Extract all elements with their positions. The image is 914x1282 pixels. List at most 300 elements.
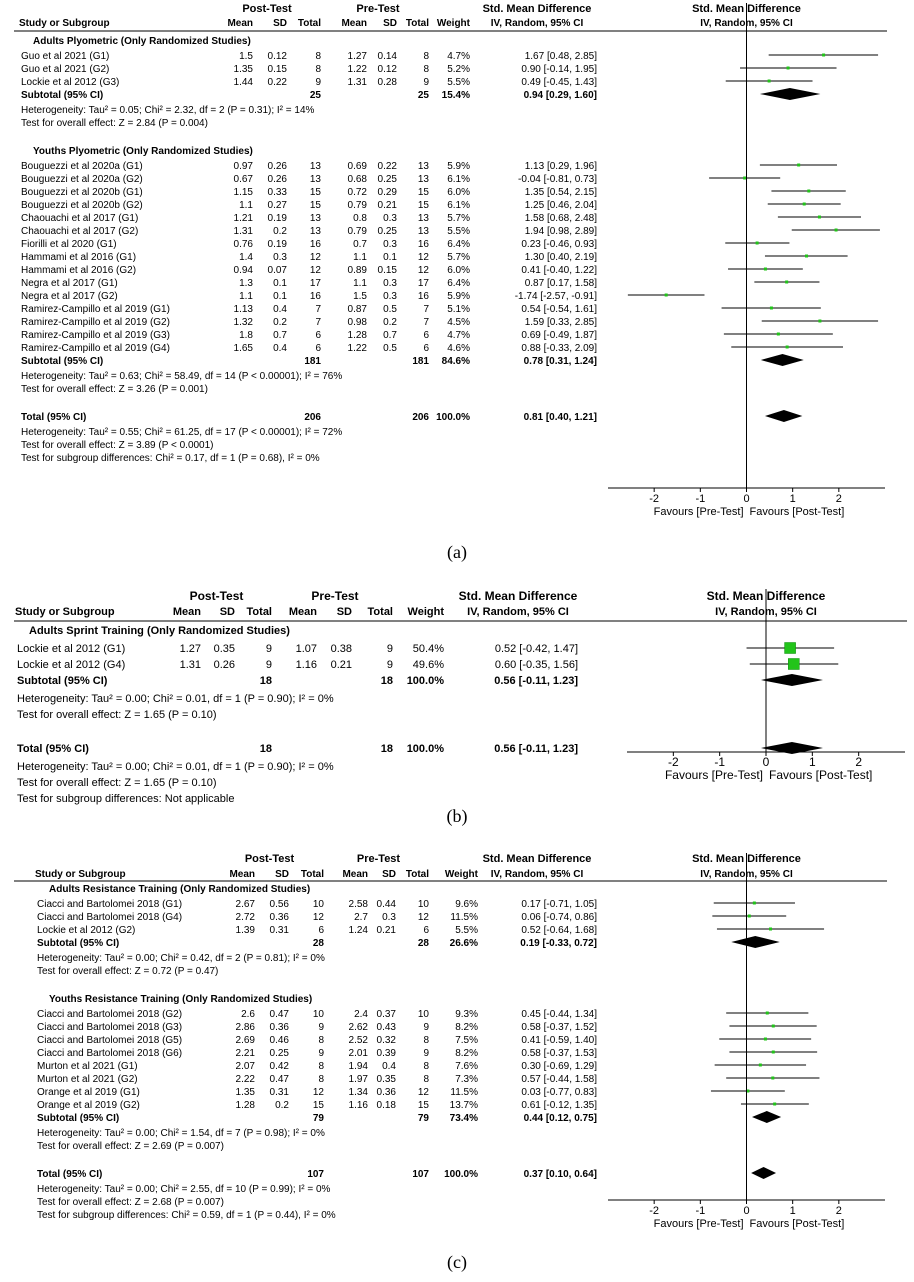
study-ci: 0.06 [-0.74, 0.86] [521,912,597,923]
subgroup-title: Youths Resistance Training (Only Randomized Studies) [49,994,313,1005]
pre-sd: 0.4 [382,1061,396,1072]
post-mean: 2.69 [235,1035,255,1046]
post-mean: 1.8 [239,330,253,341]
post-sd: 0.2 [273,226,287,237]
pre-sd: 0.37 [376,1009,396,1020]
total-ci: 0.37 [0.10, 0.64] [523,1169,597,1180]
subtotal-ci: 0.19 [-0.33, 0.72] [520,938,597,949]
study-weight: 11.5% [450,912,478,923]
subtotal-post-total: 28 [312,938,324,949]
pre-mean: 2.52 [348,1035,368,1046]
header-ctrl-group: Pre-Test [311,589,359,603]
header-plot-title: Std. Mean Difference [706,589,826,603]
study-ci: 0.54 [-0.54, 1.61] [521,304,597,315]
study-ci: 0.57 [-0.44, 1.58] [521,1074,597,1085]
post-mean: 1.65 [233,343,253,354]
pre-sd: 0.3 [383,278,397,289]
subtotal-label: Subtotal (95% CI) [21,356,104,367]
header-col-sd: SD [382,869,396,880]
header-effect-title: Std. Mean Difference [482,3,592,15]
total-diamond [765,410,802,422]
header-col-sd: SD [336,606,352,618]
header-col-mean: Mean [172,606,201,618]
header-col-total: Total [297,18,321,29]
study-weight: 4.7% [447,51,470,62]
post-total: 12 [312,912,324,923]
post-sd: 0.36 [269,1022,289,1033]
post-sd: 0.2 [273,317,287,328]
header-col-sd: SD [219,606,235,618]
x-tick-label: -1 [695,493,706,505]
study-weight: 5.2% [447,64,470,75]
post-mean: 0.94 [233,265,253,276]
pre-sd: 0.32 [376,1035,396,1046]
pre-mean: 1.22 [347,64,367,75]
post-mean: 1.28 [235,1100,255,1111]
study-marker [818,320,821,323]
panel-label-a: (a) [447,542,467,562]
study-marker [771,1077,774,1080]
subgroup-title: Adults Sprint Training (Only Randomized Studies) [29,625,290,637]
study-weight: 6.1% [447,174,470,185]
study-marker [807,190,810,193]
subgroup-heterogeneity: Heterogeneity: Tau² = 0.00; Chi² = 0.42, df = 2 (P = 0.81); I² = 0% [37,953,325,964]
pre-total: 12 [417,252,429,263]
total-ci: 0.81 [0.40, 1.21] [523,412,597,423]
post-total: 8 [315,51,321,62]
pre-total: 9 [386,643,393,655]
footer-line: Heterogeneity: Tau² = 0.00; Chi² = 2.55, df = 10 (P = 0.99); I² = 0% [37,1184,331,1195]
pre-mean: 0.8 [353,213,367,224]
pre-total: 17 [417,278,429,289]
study-name: Ciacci and Bartolomei 2018 (G2) [37,1009,183,1020]
subgroup-heterogeneity: Heterogeneity: Tau² = 0.05; Chi² = 2.32, df = 2 (P = 0.31); I² = 14% [21,105,315,116]
study-weight: 5.1% [447,304,470,315]
pre-sd: 0.39 [376,1048,396,1059]
study-name: Ciacci and Bartolomei 2018 (G3) [37,1022,183,1033]
post-sd: 0.46 [269,1035,289,1046]
forest-plot-c-svg [0,850,914,1245]
pre-total: 8 [423,64,429,75]
subtotal-weight: 26.6% [449,938,478,949]
study-marker [788,659,799,670]
study-name: Orange et al 2019 (G2) [37,1100,140,1111]
pre-total: 9 [423,1048,429,1059]
study-name: Guo et al 2021 (G1) [21,51,110,62]
subgroup-overall-test: Test for overall effect: Z = 0.72 (P = 0.47) [37,966,219,977]
pre-total: 16 [417,291,429,302]
pre-sd: 0.36 [376,1087,396,1098]
subgroup-overall-test: Test for overall effect: Z = 1.65 (P = 0.10) [17,709,217,721]
pre-total: 12 [417,1087,429,1098]
subgroup-overall-test: Test for overall effect: Z = 3.26 (P = 0.001) [21,384,208,395]
post-sd: 0.3 [273,252,287,263]
post-sd: 0.35 [213,643,235,655]
subgroup-heterogeneity: Heterogeneity: Tau² = 0.00; Chi² = 1.54, df = 7 (P = 0.98); I² = 0% [37,1128,325,1139]
post-sd: 0.4 [273,304,287,315]
pre-total: 10 [417,1009,429,1020]
pre-sd: 0.5 [383,343,397,354]
pre-total: 13 [417,174,429,185]
post-total: 9 [318,1022,324,1033]
study-ci: 0.30 [-0.69, 1.29] [521,1061,597,1072]
subtotal-label: Subtotal (95% CI) [37,938,120,949]
post-total: 13 [309,213,321,224]
post-sd: 0.7 [273,330,287,341]
post-mean: 1.35 [235,1087,255,1098]
pre-mean: 1.16 [348,1100,368,1111]
study-ci: 0.23 [-0.46, 0.93] [521,239,597,250]
study-marker [756,242,759,245]
pre-mean: 0.69 [347,161,367,172]
pre-mean: 1.34 [348,1087,368,1098]
study-weight: 6.4% [447,239,470,250]
subtotal-ci: 0.56 [-0.11, 1.23] [494,675,578,687]
total-pre-total: 206 [412,412,429,423]
subgroup-heterogeneity: Heterogeneity: Tau² = 0.63; Chi² = 58.49, df = 14 (P < 0.00001); I² = 76% [21,371,343,382]
post-mean: 1.13 [233,304,253,315]
subtotal-ci: 0.44 [0.12, 0.75] [523,1113,597,1124]
study-ci: 0.90 [-0.14, 1.95] [521,64,597,75]
total-pre-total: 18 [380,743,393,755]
favours-left: Favours [Pre-Test] [653,506,744,518]
favours-right: Favours [Post-Test] [749,1218,845,1230]
study-ci: 0.41 [-0.59, 1.40] [521,1035,597,1046]
forest-plot-b-svg [0,585,914,805]
header-exp-group: Post-Test [244,853,295,865]
study-name: Fiorilli et al 2020 (G1) [21,239,117,250]
pre-sd: 0.44 [376,899,396,910]
study-weight: 5.5% [447,226,470,237]
header-col-total: Total [367,606,393,618]
study-weight: 7.6% [455,1061,478,1072]
header-col-mean: Mean [227,18,253,29]
total-ci: 0.56 [-0.11, 1.23] [494,743,578,755]
total-pre-total: 107 [412,1169,429,1180]
header-col-study: Study or Subgroup [19,18,110,29]
pre-sd: 0.21 [376,925,396,936]
pre-total: 15 [417,1100,429,1111]
post-total: 8 [318,1035,324,1046]
post-sd: 0.15 [267,64,287,75]
pre-mean: 0.89 [347,265,367,276]
study-marker [773,1103,776,1106]
pre-total: 7 [423,317,429,328]
study-marker [786,346,789,349]
subtotal-pre-total: 79 [417,1113,429,1124]
pre-total: 15 [417,187,429,198]
study-ci: 1.25 [0.46, 2.04] [524,200,597,211]
post-mean: 0.97 [233,161,253,172]
post-sd: 0.26 [267,174,287,185]
subtotal-diamond [761,674,823,686]
header-col-total: Total [405,869,429,880]
pre-sd: 0.22 [377,161,397,172]
study-name: Ramirez-Campillo et al 2019 (G1) [21,304,170,315]
study-weight: 5.9% [447,161,470,172]
study-weight: 9.3% [455,1009,478,1020]
study-marker [768,80,771,83]
pre-mean: 2.62 [348,1022,368,1033]
study-weight: 7.3% [455,1074,478,1085]
study-weight: 4.6% [447,343,470,354]
study-name: Bouguezzi et al 2020a (G1) [21,161,143,172]
study-weight: 49.6% [412,659,444,671]
subtotal-pre-total: 18 [380,675,393,687]
pre-mean: 0.68 [347,174,367,185]
study-marker [764,268,767,271]
subgroup-title: Youths Plyometric (Only Randomized Studies) [33,146,253,157]
pre-sd: 0.5 [383,304,397,315]
pre-sd: 0.29 [377,187,397,198]
footer-line: Heterogeneity: Tau² = 0.00; Chi² = 0.01, df = 1 (P = 0.90); I² = 0% [17,761,334,773]
study-name: Ramirez-Campillo et al 2019 (G2) [21,317,170,328]
pre-total: 8 [423,1074,429,1085]
favours-left: Favours [Pre-Test] [653,1218,744,1230]
post-sd: 0.1 [273,291,287,302]
study-marker [764,1038,767,1041]
x-tick-label: -1 [714,755,726,769]
post-total: 9 [265,643,272,655]
study-marker [772,1051,775,1054]
pre-mean: 0.72 [347,187,367,198]
header-col-total: Total [246,606,272,618]
study-marker [805,255,808,258]
pre-total: 9 [423,77,429,88]
post-sd: 0.1 [273,278,287,289]
post-total: 16 [309,239,321,250]
post-total: 9 [315,77,321,88]
post-sd: 0.25 [269,1048,289,1059]
post-sd: 0.26 [267,161,287,172]
study-weight: 5.7% [447,252,470,263]
post-sd: 0.2 [275,1100,289,1111]
study-marker [818,216,821,219]
subtotal-pre-total: 25 [417,90,429,101]
pre-sd: 0.21 [330,659,352,671]
post-sd: 0.19 [267,239,287,250]
header-col-mean: Mean [288,606,317,618]
pre-mean: 1.31 [347,77,367,88]
study-weight: 5.9% [447,291,470,302]
footer-line: Test for subgroup differences: Not applicable [17,793,235,805]
panel-label-b: (b) [446,806,468,826]
post-total: 15 [312,1100,324,1111]
subtotal-diamond [760,88,820,100]
favours-right: Favours [Post-Test] [749,506,845,518]
header-effect-title: Std. Mean Difference [458,589,578,603]
total-label: Total (95% CI) [37,1169,103,1180]
pre-total: 13 [417,213,429,224]
subtotal-label: Subtotal (95% CI) [21,90,104,101]
study-ci: 1.67 [0.48, 2.85] [524,51,597,62]
study-name: Chaouachi et al 2017 (G2) [21,226,139,237]
pre-total: 10 [417,899,429,910]
study-ci: -0.04 [-0.81, 0.73] [518,174,597,185]
post-total: 12 [309,265,321,276]
post-total: 6 [315,343,321,354]
pre-mean: 1.27 [347,51,367,62]
post-mean: 1.39 [235,925,255,936]
pre-mean: 1.1 [353,278,367,289]
forest-plot-c [0,850,914,1245]
post-mean: 1.27 [179,643,201,655]
study-ci: 0.87 [0.17, 1.58] [524,278,597,289]
post-mean: 2.07 [235,1061,255,1072]
subtotal-weight: 15.4% [441,90,470,101]
subtotal-ci: 0.78 [0.31, 1.24] [523,356,597,367]
header-col-mean: Mean [341,18,367,29]
post-total: 16 [309,291,321,302]
post-sd: 0.31 [269,1087,289,1098]
forest-plot-a [0,0,914,540]
subtotal-diamond [752,1111,781,1123]
subgroup-overall-test: Test for overall effect: Z = 2.69 (P = 0.007) [37,1141,224,1152]
pre-mean: 1.07 [295,643,317,655]
total-weight: 100.0% [406,743,444,755]
subtotal-weight: 73.4% [449,1113,478,1124]
study-name: Ramirez-Campillo et al 2019 (G3) [21,330,170,341]
study-marker [803,203,806,206]
total-weight: 100.0% [444,1169,478,1180]
x-tick-label: -2 [649,493,660,505]
pre-mean: 2.01 [348,1048,368,1059]
pre-sd: 0.15 [377,265,397,276]
study-name: Negra et al 2017 (G2) [21,291,118,302]
study-marker [772,1025,775,1028]
post-mean: 1.1 [239,200,253,211]
study-ci: 0.45 [-0.44, 1.34] [521,1009,597,1020]
pre-mean: 1.5 [353,291,367,302]
post-total: 13 [309,226,321,237]
pre-total: 13 [417,161,429,172]
post-total: 9 [318,1048,324,1059]
study-name: Ciacci and Bartolomei 2018 (G5) [37,1035,183,1046]
header-exp-group: Post-Test [189,589,244,603]
post-sd: 0.42 [269,1061,289,1072]
total-diamond [751,1167,776,1179]
header-ctrl-group: Pre-Test [356,3,400,15]
post-total: 13 [309,174,321,185]
subtotal-post-total: 18 [259,675,272,687]
post-total: 15 [309,187,321,198]
pre-sd: 0.3 [383,291,397,302]
study-marker [785,643,796,654]
study-marker [770,307,773,310]
x-tick-label: 2 [835,493,842,505]
header-col-study: Study or Subgroup [35,869,126,880]
pre-sd: 0.1 [383,252,397,263]
pre-total: 12 [417,265,429,276]
study-marker [665,294,668,297]
study-name: Orange et al 2019 (G1) [37,1087,140,1098]
x-tick-label: 0 [762,755,770,769]
post-mean: 2.86 [235,1022,255,1033]
post-sd: 0.27 [267,200,287,211]
study-ci: 0.41 [-0.40, 1.22] [521,265,597,276]
pre-sd: 0.2 [383,317,397,328]
study-ci: -1.74 [-2.57, -0.91] [514,291,597,302]
pre-mean: 0.79 [347,226,367,237]
study-weight: 6.0% [447,187,470,198]
post-total: 8 [315,64,321,75]
post-sd: 0.33 [267,187,287,198]
pre-mean: 1.1 [353,252,367,263]
header-col-weight: Weight [436,18,470,29]
subtotal-pre-total: 181 [412,356,429,367]
header-ctrl-group: Pre-Test [356,853,401,865]
subtotal-weight: 84.6% [441,356,470,367]
header-effect-method: IV, Random, 95% CI [490,869,584,880]
pre-sd: 0.3 [382,912,396,923]
pre-total: 13 [417,226,429,237]
subtotal-label: Subtotal (95% CI) [37,1113,120,1124]
post-total: 10 [312,1009,324,1020]
forest-plot-b [0,585,914,805]
pre-mean: 1.16 [295,659,317,671]
pre-sd: 0.14 [377,51,397,62]
study-ci: 0.69 [-0.49, 1.87] [521,330,597,341]
pre-mean: 0.7 [353,239,367,250]
x-tick-label: 1 [808,755,816,769]
study-name: Bouguezzi et al 2020a (G2) [21,174,143,185]
post-mean: 0.76 [233,239,253,250]
footer-line: Test for overall effect: Z = 2.68 (P = 0.007) [37,1197,224,1208]
pre-sd: 0.12 [377,64,397,75]
x-tick-label: -1 [695,1205,706,1217]
post-total: 6 [315,330,321,341]
study-name: Lockie et al 2012 (G4) [17,659,126,671]
study-name: Murton et al 2021 (G1) [37,1061,138,1072]
study-marker [769,928,772,931]
study-weight: 6.1% [447,200,470,211]
header-col-weight: Weight [444,869,478,880]
pre-mean: 2.58 [348,899,368,910]
post-mean: 1.31 [179,659,201,671]
pre-sd: 0.18 [376,1100,396,1111]
favours-right: Favours [Post-Test] [769,768,873,782]
x-tick-label: 1 [789,493,796,505]
study-name: Lockie et al 2012 (G2) [37,925,136,936]
pre-sd: 0.25 [377,174,397,185]
post-mean: 1.21 [233,213,253,224]
footer-line: Test for subgroup differences: Chi² = 0.59, df = 1 (P = 0.44), I² = 0% [37,1210,336,1221]
study-ci: 0.88 [-0.33, 2.09] [521,343,597,354]
study-ci: 0.52 [-0.42, 1.47] [494,643,578,655]
study-marker [753,902,756,905]
study-weight: 4.7% [447,330,470,341]
pre-total: 8 [423,1061,429,1072]
study-marker [787,67,790,70]
pre-total: 6 [423,343,429,354]
header-col-mean: Mean [229,869,255,880]
study-marker [822,54,825,57]
header-effect-method: IV, Random, 95% CI [490,18,584,29]
pre-mean: 2.4 [354,1009,368,1020]
study-name: Bouguezzi et al 2020b (G2) [21,200,143,211]
study-weight: 6.4% [447,278,470,289]
pre-mean: 1.24 [348,925,368,936]
subgroup-overall-test: Test for overall effect: Z = 2.84 (P = 0.004) [21,118,208,129]
pre-total: 15 [417,200,429,211]
pre-total: 7 [423,304,429,315]
favours-left: Favours [Pre-Test] [664,768,763,782]
pre-total: 12 [417,912,429,923]
header-col-sd: SD [273,18,287,29]
post-total: 15 [309,200,321,211]
post-total: 8 [318,1074,324,1085]
footer-line: Test for overall effect: Z = 1.65 (P = 0.10) [17,777,217,789]
